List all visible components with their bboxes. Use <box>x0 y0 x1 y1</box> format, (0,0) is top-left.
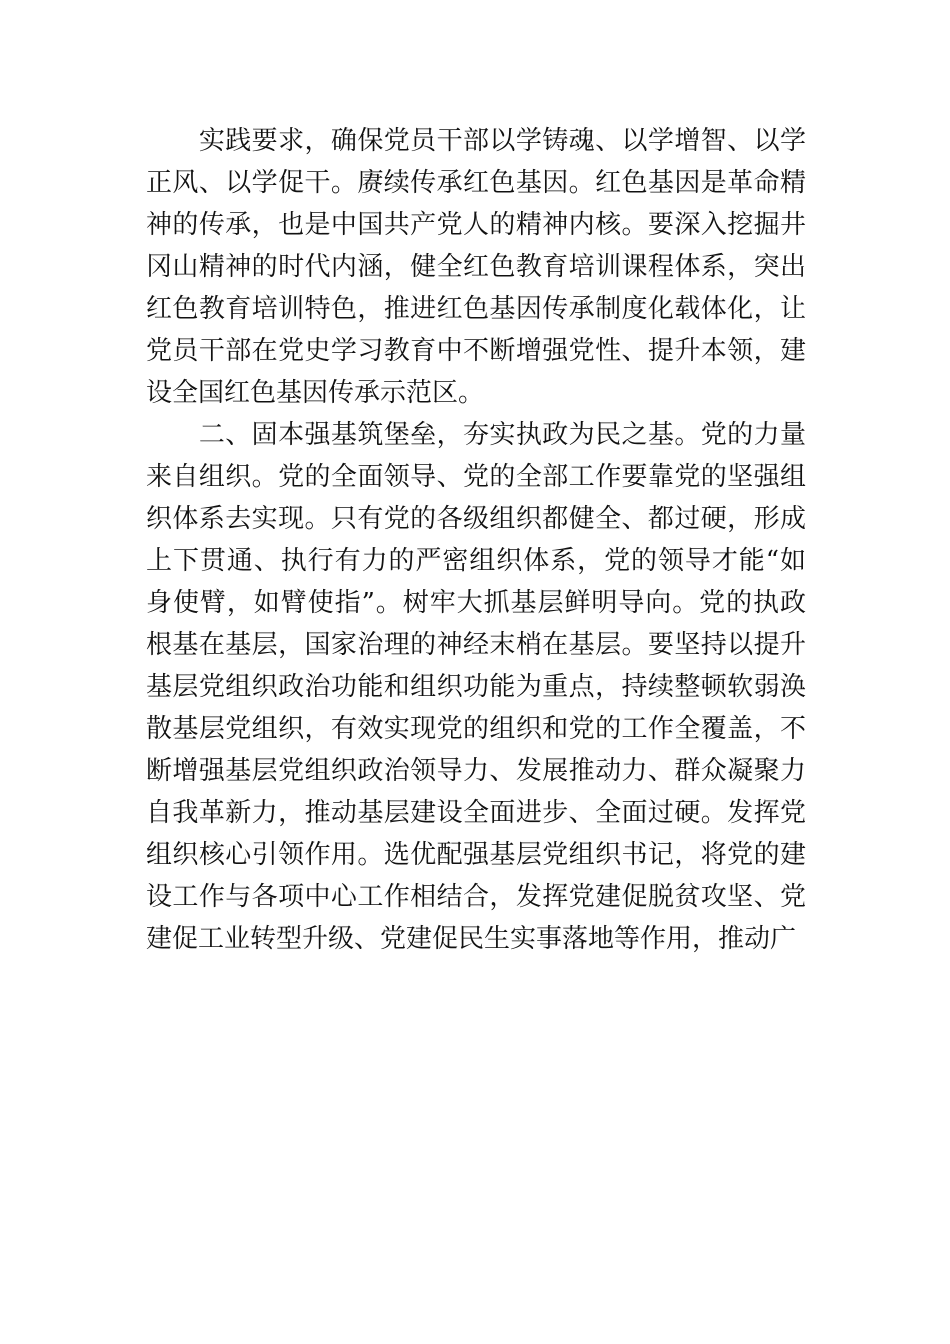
text-line: 组织核心引领作用。选优配强基层党组织书记，将党的建 <box>146 840 806 870</box>
text-line: 散基层党组织，有效实现党的组织和党的工作全覆盖，不 <box>146 714 806 744</box>
text-line: 冈山精神的时代内涵，健全红色教育培训课程体系，突出 <box>146 252 806 282</box>
text-line: 上下贯通、执行有力的严密组织体系，党的领导才能“如 <box>146 546 806 576</box>
text-line: 来自组织。党的全面领导、党的全部工作要靠党的坚强组 <box>146 462 806 492</box>
text-line: 二、固本强基筑堡垒，夯实执政为民之基。党的力量 <box>146 420 806 450</box>
text-line: 自我革新力，推动基层建设全面进步、全面过硬。发挥党 <box>146 798 806 828</box>
text-line: 红色教育培训特色，推进红色基因传承制度化载体化，让 <box>146 294 806 324</box>
text-line: 基层党组织政治功能和组织功能为重点，持续整顿软弱涣 <box>146 672 806 702</box>
body-text <box>146 120 806 960</box>
text-line: 设工作与各项中心工作相结合，发挥党建促脱贫攻坚、党 <box>146 882 806 912</box>
text-line: 设全国红色基因传承示范区。 <box>146 378 485 408</box>
text-line: 正风、以学促干。赓续传承红色基因。红色基因是革命精 <box>146 168 806 198</box>
text-line: 身使臂，如臂使指”。树牢大抓基层鲜明导向。党的执政 <box>146 588 806 618</box>
text-line: 党员干部在党史学习教育中不断增强党性、提升本领，建 <box>146 336 806 366</box>
text-line: 实践要求，确保党员干部以学铸魂、以学增智、以学 <box>146 126 806 156</box>
text-line: 织体系去实现。只有党的各级组织都健全、都过硬，形成 <box>146 504 806 534</box>
text-line: 神的传承，也是中国共产党人的精神内核。要深入挖掘井 <box>146 210 806 240</box>
text-line: 建促工业转型升级、党建促民生实事落地等作用，推动广 <box>146 924 797 954</box>
text-line: 断增强基层党组织政治领导力、发展推动力、群众凝聚力 <box>146 756 806 786</box>
text-line: 根基在基层，国家治理的神经末梢在基层。要坚持以提升 <box>146 630 806 660</box>
